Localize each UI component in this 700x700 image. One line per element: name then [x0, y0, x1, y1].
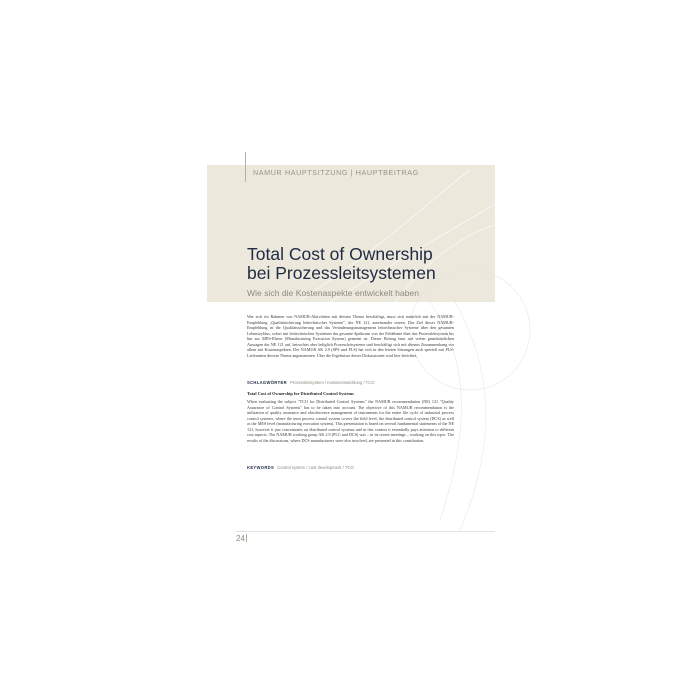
keywords-de-values: Prozessleitsystem / Kostenentwicklung / TCO: [290, 380, 375, 385]
page-number: 24: [236, 534, 245, 543]
keywords-de: [247, 380, 374, 385]
footer-separator: [246, 534, 247, 542]
keywords-en: [247, 465, 354, 470]
intro-paragraph-de: Wer sich im Rahmen von NAMUR-Aktivitäten mit diesem Thema beschäftigt, muss sich natürlich mit der NAMUR-Empfehlung „Qualitätsicherung leittechnischer Systeme", der NE 121, auseinander setzen. Das Ziel dieser NAMUR-Empfehlung ist die Qualitätssicherung und das Veränderungsmanagement leittechnischer Systeme über den gesamten Lebenszyklus, sofort mit leittechnischen Systemen das gesamte Spektrum von der Feldebene über das Prozessleitsystem bis hin zur MES-Ebene (Manufacturing Execution System) gemeint ist. Dieser Beitrag baut auf vielen grundsätzlichen Aussagen der NE 121 auf, betrachtet aber lediglich Prozessleitsysteme und beschäftigt sich mit diesem Zusammenhang vor allem mit Kostenaspekten. Der NAMUR AK 2.9 (SPS und PLS) hat sich in den letzten Sitzungen auch speziell mit PLS-Lieferanten diesem Thema angenommen. Über die Ergebnisse dieser Diskussionen wird hier berichtet.: [247, 314, 454, 358]
article-title-line2: bei Prozessleitsystemen: [247, 263, 436, 283]
keywords-de-label: SCHLAGWÖRTER: [247, 380, 287, 385]
footer-rule: [236, 531, 495, 532]
abstract-paragraph-en: When evaluating the subject "TCO for Distributed Control Systems" the NAMUR recommendation (NE) 121 "Quality Assurance of Control Systems" has to be taken into account. The objective of this NAMUR recommendation is the utilization of quality assurance and obsolescence management of instruments for the entire life cycle of industrial process control systems, where the term process control system covers the field level, the distributed control system (DCS) as well as the MES level (manufacturing execution system). This presentation is based on several fundamental statements of the NE 121, however it just concentrates on distributed control systems and in this context it essentially pays attention to different cost aspects. The NAMUR working group AK 2.9 (PLC and DCS) was – in its recent meetings – working on this topic. The results of the discussions, where DCS manufacturers were also involved, are presented in this contribution.: [247, 399, 454, 443]
article-title: [247, 245, 487, 283]
section-label: NAMUR HAUPTSITZUNG | HAUPTBEITRAG: [253, 168, 419, 177]
article-subtitle: Wie sich die Kostenaspekte entwickelt haben: [247, 288, 419, 298]
header-divider-line: [245, 152, 246, 182]
article-title-line1: Total Cost of Ownership: [247, 244, 433, 264]
english-abstract-heading: Total Cost of Ownership for Distributed Control Systems: [247, 391, 354, 396]
keywords-en-values: Control system / cost development / TCO: [277, 465, 354, 470]
keywords-en-label: KEYWORDS: [247, 465, 275, 470]
